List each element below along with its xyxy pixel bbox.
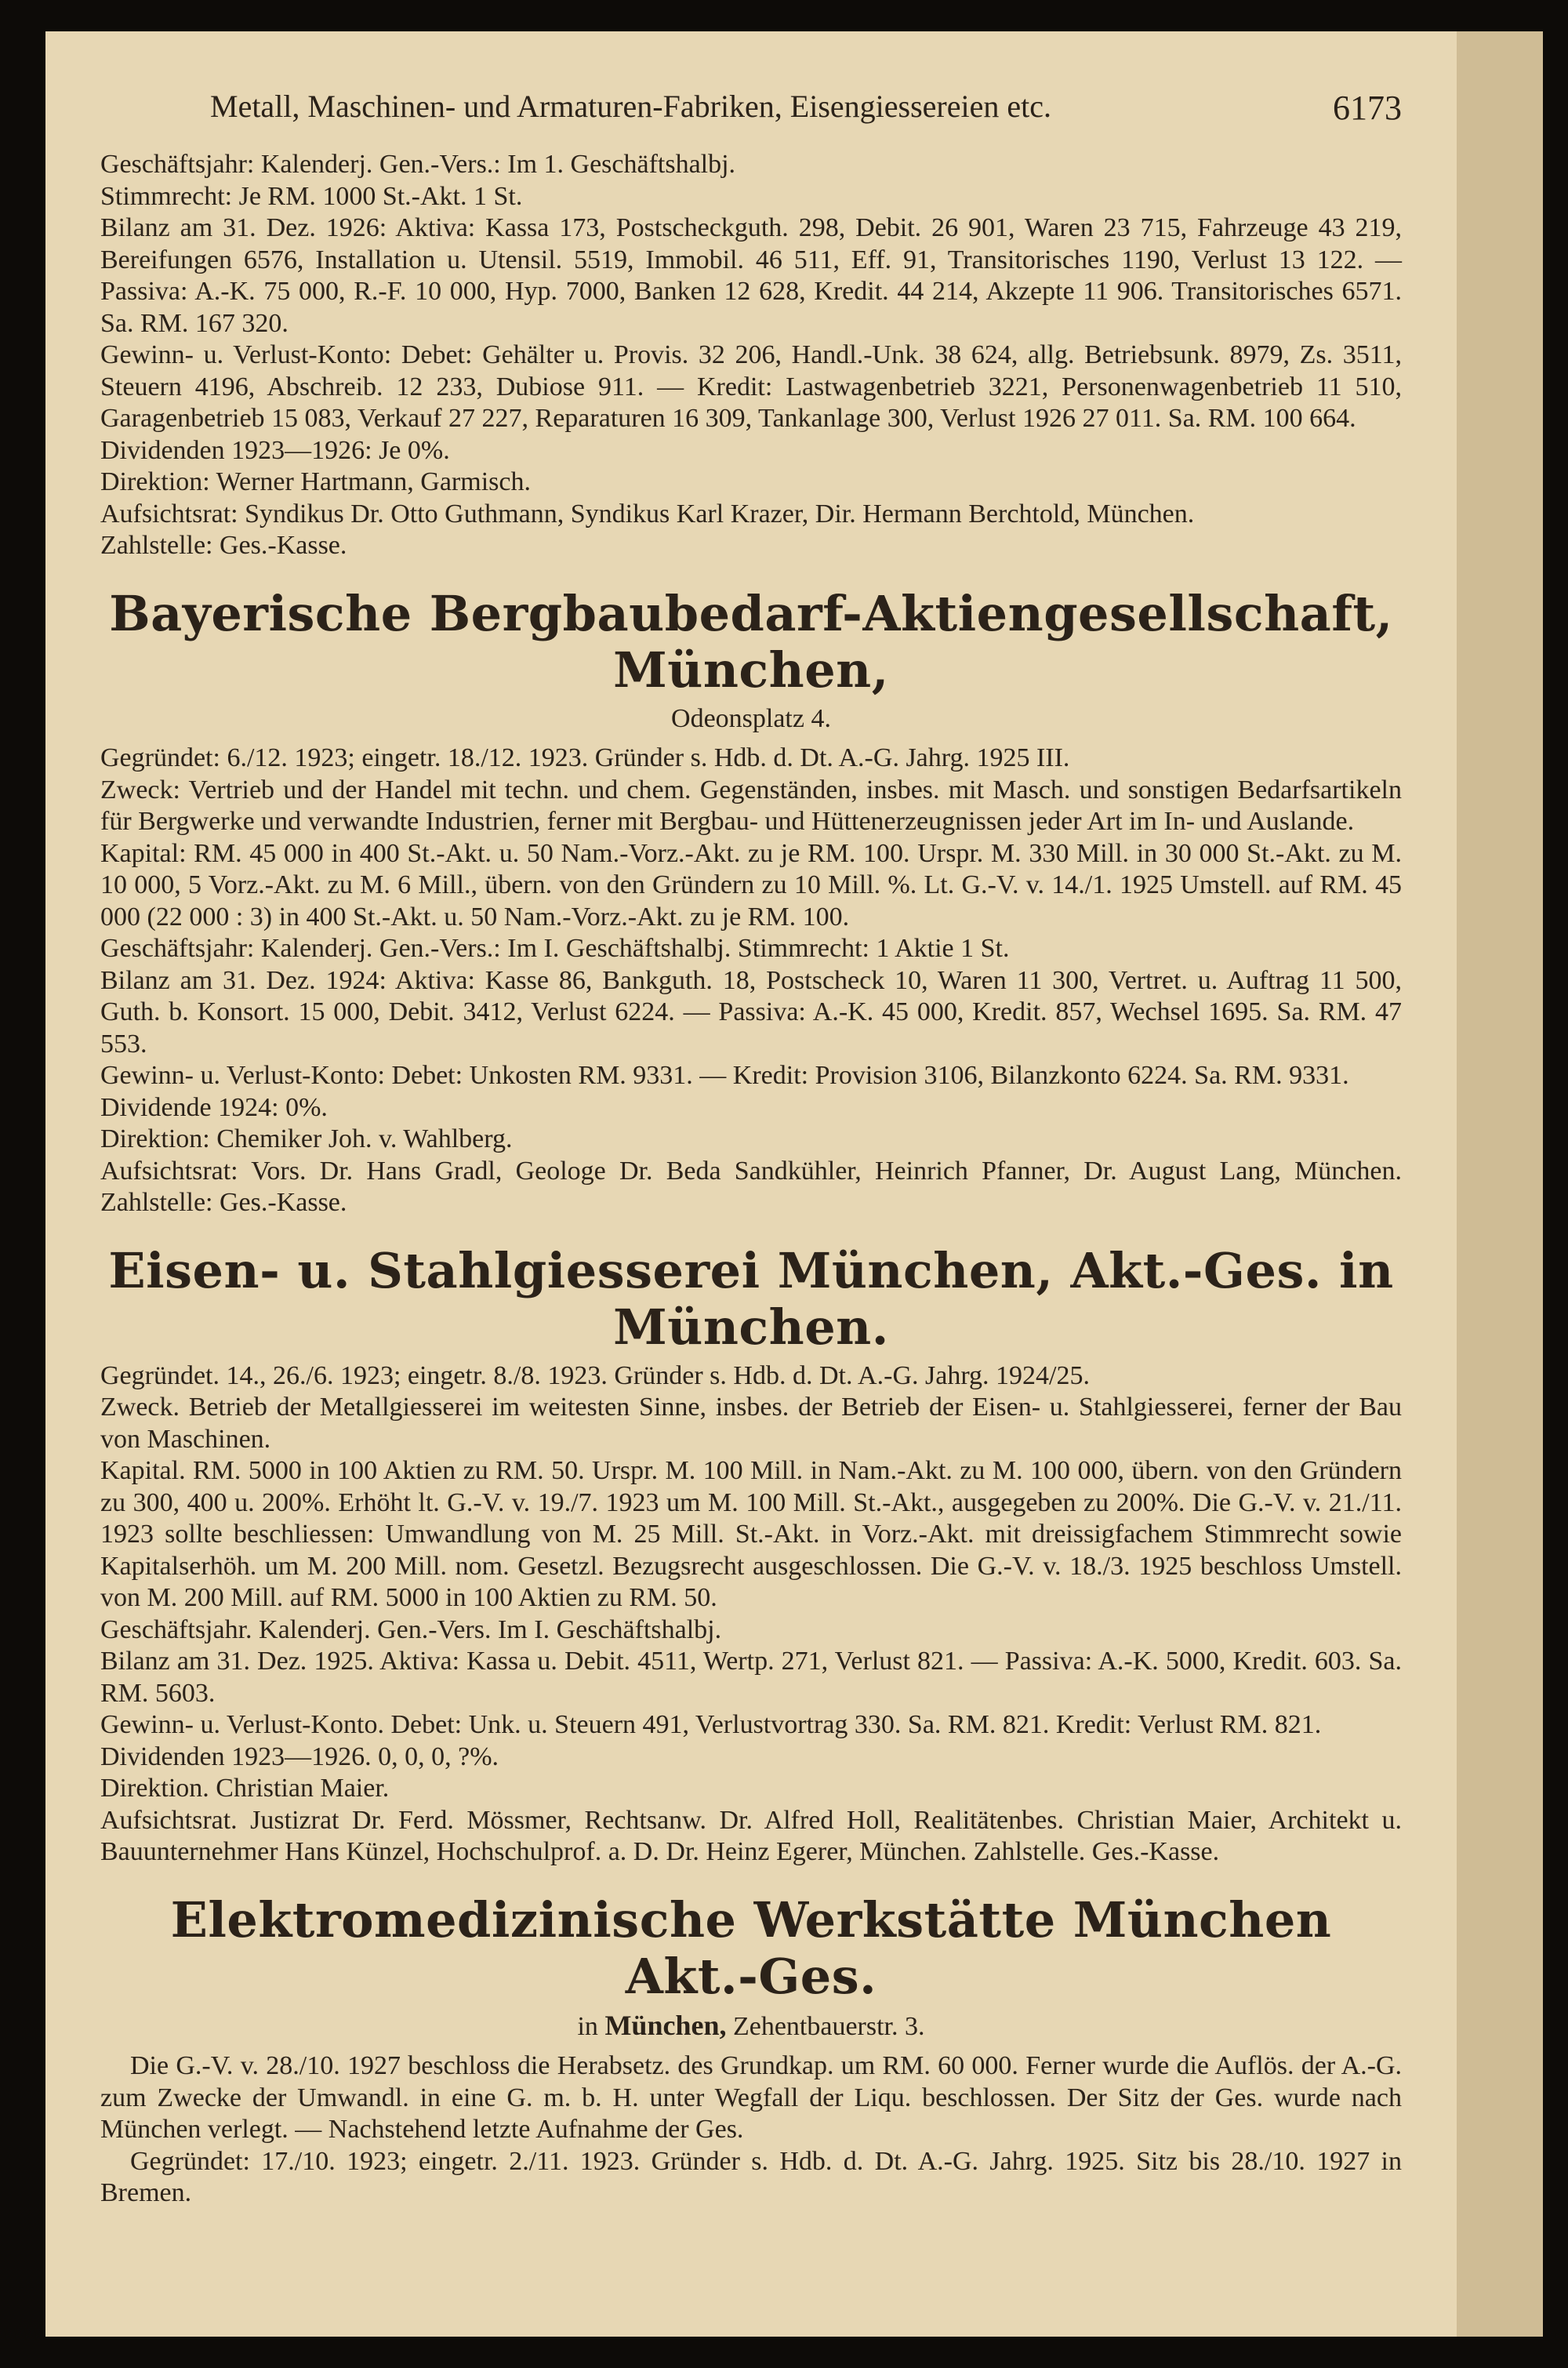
company-entry-stahlgiesserei (100, 1243, 1402, 1869)
entry-paragraph: Direktion. Christian Maier. (100, 1774, 390, 1803)
entry-paragraph: Zahlstelle: Ges.-Kasse. (100, 531, 347, 560)
entry-paragraph: Stimmrecht: Je RM. 1000 St.-Akt. 1 St. (100, 181, 523, 211)
page-edge (1457, 31, 1543, 2337)
entry-paragraph: Dividenden 1923—1926: Je 0%. (100, 435, 450, 465)
company-title: Bayerische Bergbaubedarf-Aktiengesellschaft, München, (109, 584, 1393, 699)
page-content (100, 149, 1402, 2210)
entry-paragraph: Bilanz am 31. Dez. 1925. Aktiva: Kassa u. Debit. 4511, Wertp. 271, Verlust 821. — Passiva: A.-K. 5000, Kredit. 603. Sa. RM. 5603. (100, 1647, 1402, 1708)
running-header (210, 88, 1402, 125)
company-title: Elektromedizinische Werkstätte München Akt.-Ges. (170, 1890, 1332, 2005)
address-city: München, (604, 2009, 727, 2041)
entry-paragraph: Die G.-V. v. 28./10. 1927 beschloss die Herabsetz. des Grundkap. um RM. 60 000. Ferner wurde die Auflös. der A.-G. zum Zwecke der Umwandl. in eine G. m. b. H. unter Wegfall der Liqu. beschlossen. Der Sitz der Ges. wurde nach München verlegt. — Nachstehend letzte Aufnahme der Ges. (100, 2051, 1402, 2144)
entry-paragraph: Gewinn- u. Verlust-Konto: Debet: Gehälter u. Provis. 32 206, Handl.-Unk. 38 624, allg. Betriebsunk. 8979, Zs. 3511, Steuern 4196, Abschreib. 12 233, Dubiose 911. — Kredit: Lastwagenbetrieb 3221, Personenwagenbetrieb 11 510, Garagenbetrieb 15 083, Verkauf 27 227, Reparaturen 16 309, Tankanlage 300, Verlust 1926 27 011. Sa. RM. 100 664. (100, 340, 1402, 433)
entry-paragraph: Gewinn- u. Verlust-Konto. Debet: Unk. u. Steuern 491, Verlustvortrag 330. Sa. RM. 821. Kredit: Verlust RM. 821. (100, 1710, 1322, 1739)
book-page (45, 31, 1457, 2337)
entry-paragraph: Aufsichtsrat. Justizrat Dr. Ferd. Mössmer, Rechtsanw. Dr. Alfred Holl, Realitätenbes. Christian Maier, Architekt u. Bauunternehmer Hans Künzel, Hochschulprof. a. D. Dr. Heinz Egerer, München. Zahlstelle. Ges.-Kasse. (100, 1805, 1402, 1866)
entry-paragraph: Dividende 1924: 0%. (100, 1092, 328, 1122)
entry-paragraph: Kapital: RM. 45 000 in 400 St.-Akt. u. 50 Nam.-Vorz.-Akt. zu je RM. 100. Urspr. M. 330 Mill. in 30 000 St.-Akt. zu M. 10 000, 5 Vorz.-Akt. zu M. 6 Mill., übern. von den Gründern zu 10 Mill. %. Lt. G.-V. v. 14./1. 1925 Umstell. auf RM. 45 000 (22 000 : 3) in 400 St.-Akt. u. 50 Nam.-Vorz.-Akt. zu je RM. 100. (100, 838, 1402, 932)
page-number: 6173 (1333, 89, 1402, 127)
company-entry-elektromedizin (100, 1892, 1402, 2210)
entry-paragraph: Zweck: Vertrieb und der Handel mit techn. und chem. Gegenständen, insbes. mit Masch. und sonstigen Bedarfsartikeln für Bergwerke und verwandte Industrien, ferner mit Bergbau- und Hüttenerzeugnissen jeder Art im In- und Auslande. (100, 775, 1402, 836)
entry-paragraph: Dividenden 1923—1926. 0, 0, 0, ?%. (100, 1741, 499, 1771)
entry-paragraph: Aufsichtsrat: Syndikus Dr. Otto Guthmann, Syndikus Karl Krazer, Dir. Hermann Berchtold, München. (100, 499, 1195, 528)
entry-paragraph: Bilanz am 31. Dez. 1924: Aktiva: Kasse 86, Bankguth. 18, Postscheck 10, Waren 11 300, Vertret. u. Auftrag 11 500, Guth. b. Konsort. 15 000, Debit. 3412, Verlust 6224. — Passiva: A.-K. 45 000, Kredit. 857, Wechsel 1695. Sa. RM. 47 553. (100, 965, 1402, 1059)
company-entry-bergbaubedarf (100, 586, 1402, 1219)
entry-paragraph: Geschäftsjahr. Kalenderj. Gen.-Vers. Im I. Geschäftshalbj. (100, 1614, 722, 1644)
entry-paragraph: Gegründet: 17./10. 1923; eingetr. 2./11. 1923. Gründer s. Hdb. d. Dt. A.-G. Jahrg. 1925. Sitz bis 28./10. 1927 in Bremen. (100, 2146, 1402, 2207)
continued-entry (100, 149, 1402, 562)
company-address (100, 2010, 1402, 2043)
entry-paragraph: Geschäftsjahr: Kalenderj. Gen.-Vers.: Im I. Geschäftshalbj. Stimmrecht: 1 Aktie 1 St. (100, 934, 1010, 963)
entry-paragraph: Aufsichtsrat: Vors. Dr. Hans Gradl, Geologe Dr. Beda Sandkühler, Heinrich Pfanner, Dr. August Lang, München. Zahlstelle: Ges.-Kasse. (100, 1156, 1402, 1217)
entry-paragraph: Zweck. Betrieb der Metallgiesserei im weitesten Sinne, insbes. der Betrieb der Eisen- u. Stahlgiesserei, ferner der Bau von Maschinen. (100, 1393, 1402, 1454)
company-address: Odeonsplatz 4. (671, 703, 831, 733)
entry-paragraph: Gegründet. 14., 26./6. 1923; eingetr. 8./8. 1923. Gründer s. Hdb. d. Dt. A.-G. Jahrg. 1924/25. (100, 1360, 1090, 1390)
company-title: Eisen- u. Stahlgiesserei München, Akt.-Ges. in München. (108, 1241, 1394, 1356)
entry-paragraph: Gegründet: 6./12. 1923; eingetr. 18./12. 1923. Gründer s. Hdb. d. Dt. A.-G. Jahrg. 1925 III. (100, 743, 1070, 772)
header-title: Metall, Maschinen- und Armaturen-Fabriken, Eisengiessereien etc. (210, 89, 1051, 124)
address-prefix: in (577, 2011, 598, 2041)
entry-paragraph: Direktion: Werner Hartmann, Garmisch. (100, 467, 531, 496)
entry-paragraph: Geschäftsjahr: Kalenderj. Gen.-Vers.: Im 1. Geschäftshalbj. (100, 150, 736, 179)
entry-paragraph: Bilanz am 31. Dez. 1926: Aktiva: Kassa 173, Postscheckguth. 298, Debit. 26 901, Waren 23 715, Fahrzeuge 43 219, Bereifungen 6576, Installation u. Utensil. 5519, Immobil. 46 511, Eff. 91, Transitorisches 1190, Verlust 13 122. — Passiva: A.-K. 75 000, R.-F. 10 000, Hyp. 7000, Banken 12 628, Kredit. 44 214, Akzepte 11 906. Transitorisches 6571. Sa. RM. 167 320. (100, 213, 1402, 338)
address-street: Zehentbauerstr. 3. (732, 2011, 925, 2041)
entry-paragraph: Gewinn- u. Verlust-Konto: Debet: Unkosten RM. 9331. — Kredit: Provision 3106, Bilanzkonto 6224. Sa. RM. 9331. (100, 1061, 1349, 1090)
entry-paragraph: Kapital. RM. 5000 in 100 Aktien zu RM. 50. Urspr. M. 100 Mill. in Nam.-Akt. zu M. 100 000, übern. von den Gründern zu 300, 400 u. 200%. Erhöht lt. G.-V. v. 19./7. 1923 um M. 100 Mill. St.-Akt., ausgegeben zu 200%. Die G.-V. v. 21./11. 1923 sollte beschliessen: Umwandlung von M. 25 Mill. St.-Akt. in Vorz.-Akt. mit dreissigfachem Stimmrecht sowie Kapitalserhöh. um M. 200 Mill. nom. Gesetzl. Bezugsrecht ausgeschlossen. Die G.-V. v. 18./3. 1925 beschloss Umstell. von M. 200 Mill. auf RM. 5000 in 100 Aktien zu RM. 50. (100, 1456, 1402, 1612)
entry-paragraph: Direktion: Chemiker Joh. v. Wahlberg. (100, 1124, 513, 1153)
